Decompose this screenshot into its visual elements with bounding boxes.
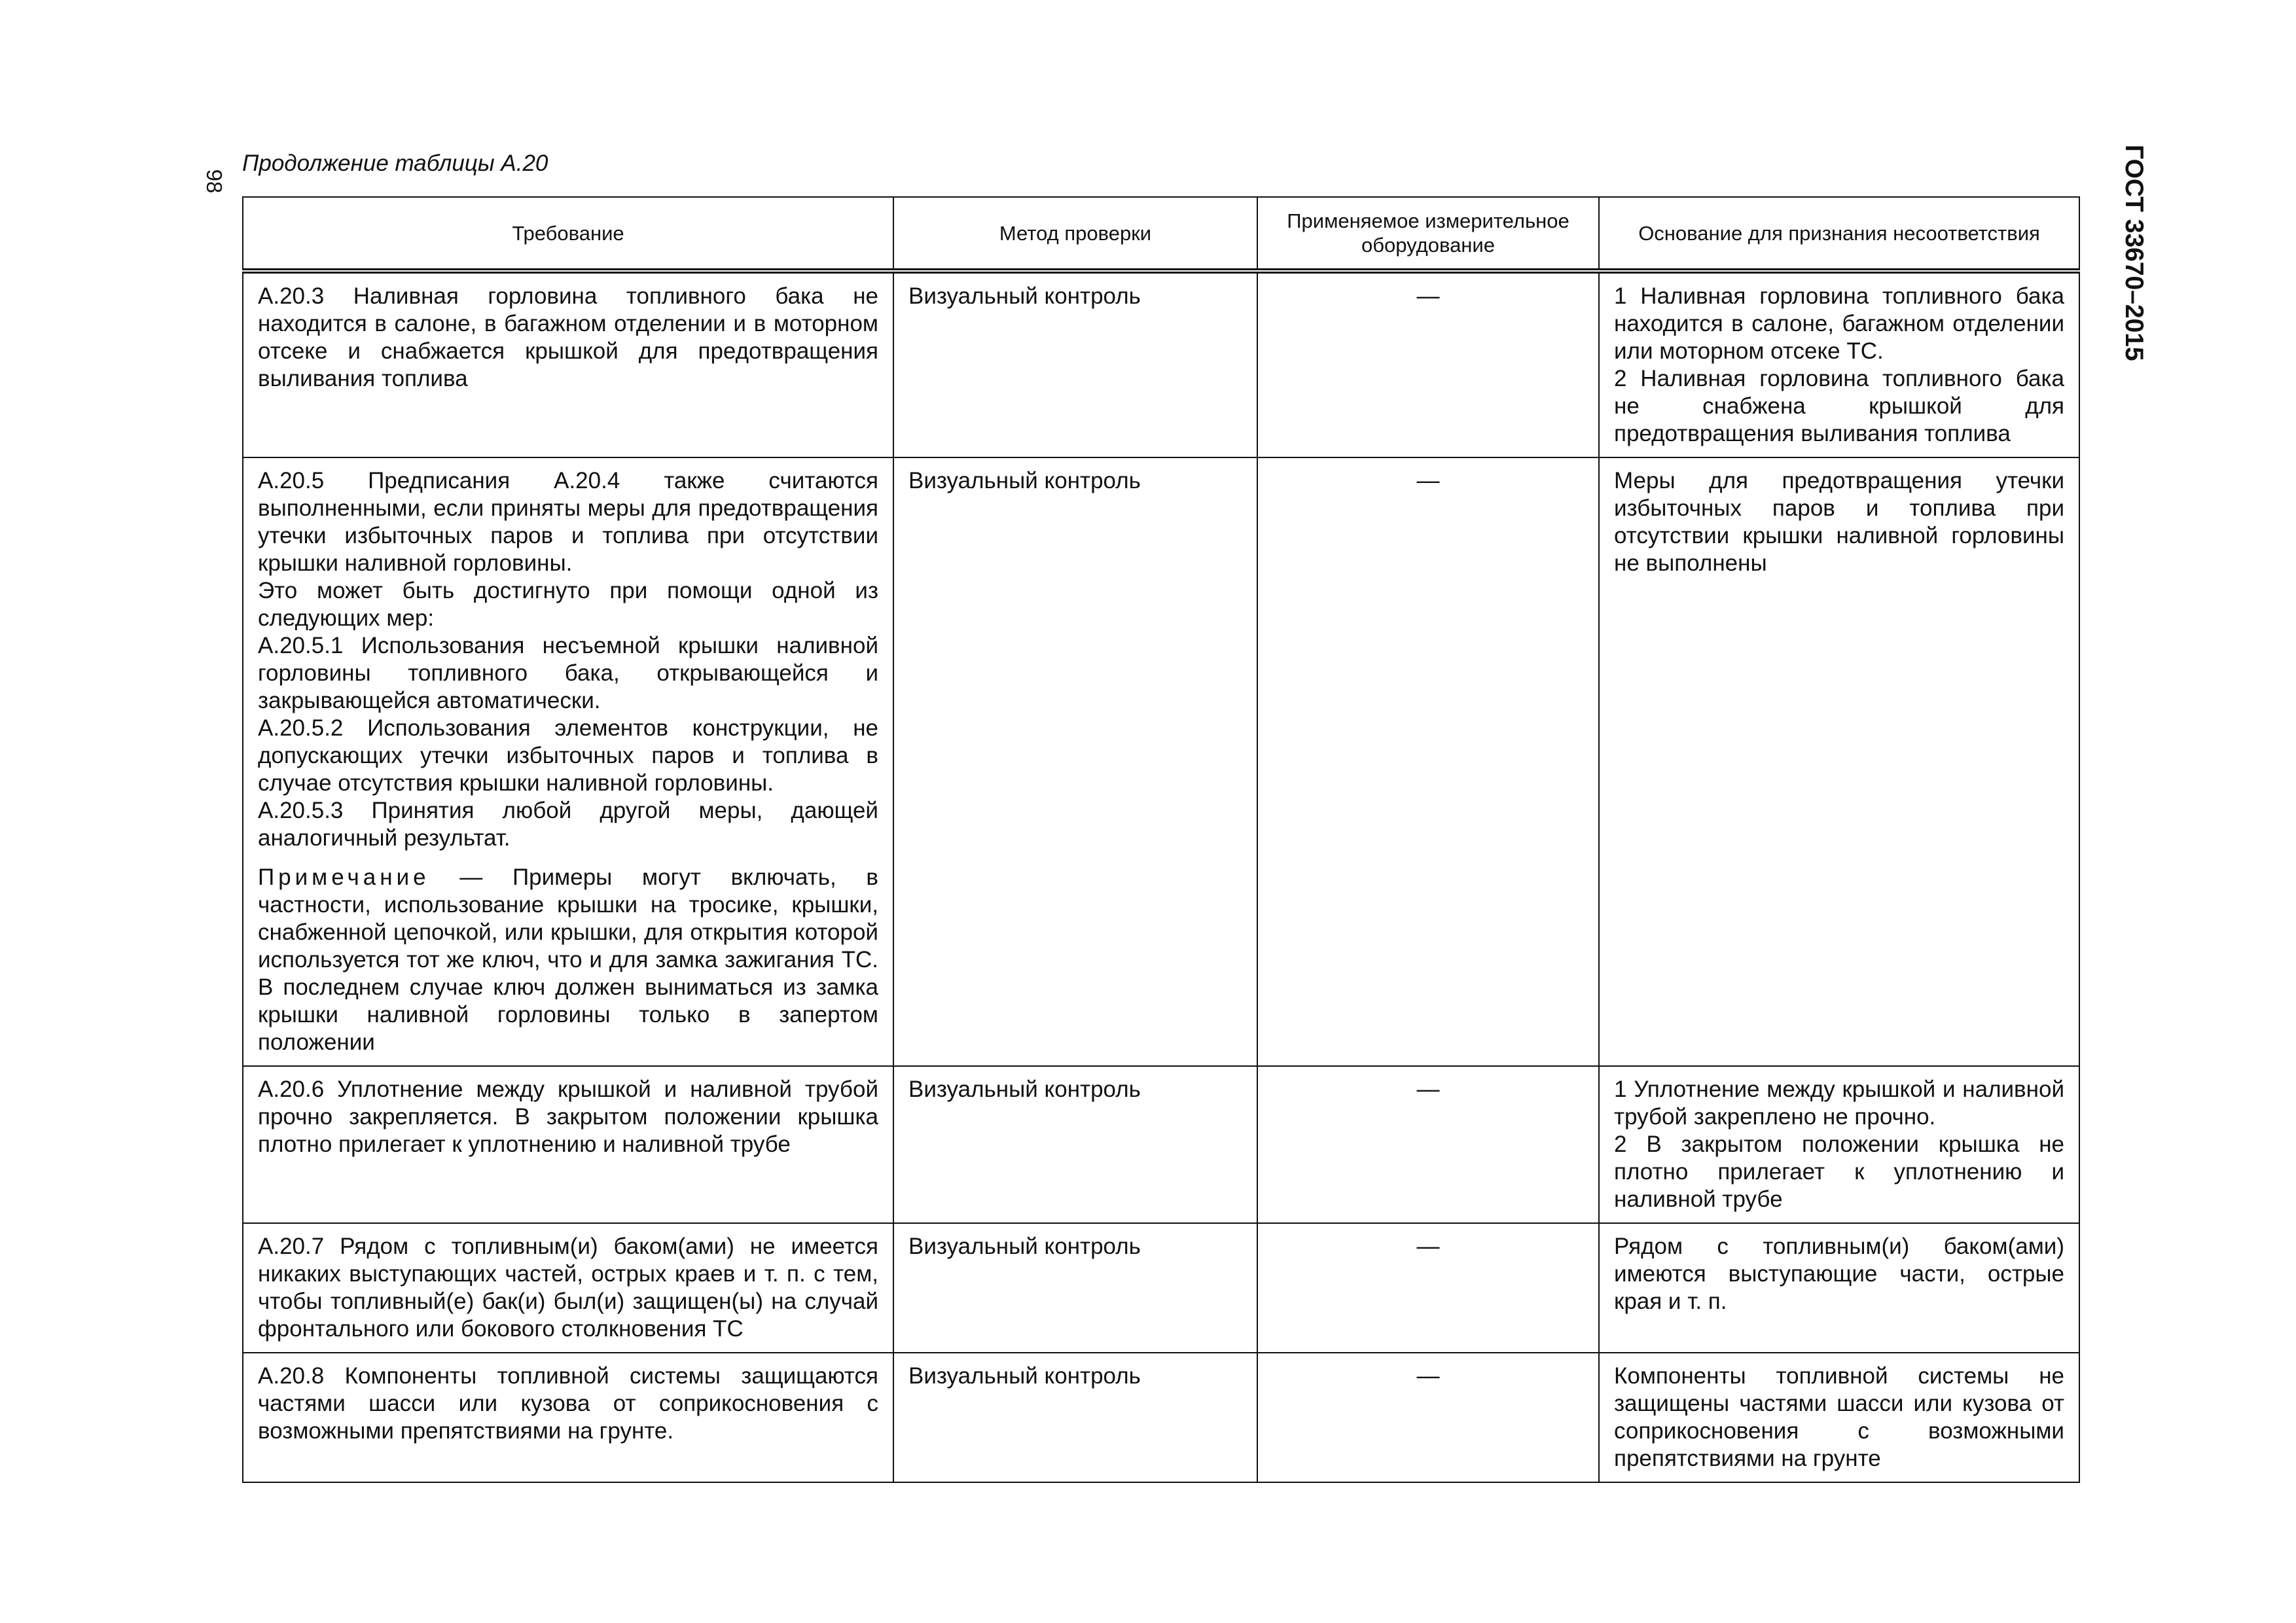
note-text: — Примеры могут включать, в частности, использование крышки на тросике, крышки, снабженной цепочкой, или крышки, для открытия которой используется тот же ключ, что и для замка зажигания ТС. В последнем случае ключ должен выниматься из замка крышки наливной горловины только в запертом положении [258,865,878,1055]
requirement-cell [243,457,893,1066]
method-cell: Визуальный контроль [893,271,1257,457]
requirement-text: А.20.3 Наливная горловина топливного бака не находится в салоне, в багажном отделении и в моторном отсеке и снабжается крышкой для предотвращения выливания топлива [258,283,878,391]
basis-text: 1 Уплотнение между крышкой и наливной трубой закреплено не прочно. [1614,1077,2064,1130]
table-row [243,457,2079,1066]
equipment-cell: — [1257,1353,1599,1482]
requirement-text: А.20.8 Компоненты топливной системы защищаются частями шасси или кузова от соприкосновения с возможными препятствиями на грунте. [258,1363,878,1444]
page-number: 98 [202,169,226,194]
method-cell: Визуальный контроль [893,1223,1257,1353]
requirement-text: А.20.5.3 Принятия любой другой меры, дающей аналогичный результат. [258,798,878,851]
method-cell: Визуальный контроль [893,457,1257,1066]
table-caption: Продолжение таблицы А.20 [242,151,548,176]
requirement-cell [243,1066,893,1223]
requirement-text: А.20.5.2 Использования элементов конструкции, не допускающих утечки избыточных паров и топлива в случае отсутствия крышки наливной горловины. [258,715,878,796]
method-cell: Визуальный контроль [893,1353,1257,1482]
basis-cell [1599,1223,2079,1353]
basis-cell [1599,1066,2079,1223]
requirement-text: А.20.5 Предписания А.20.4 также считаются выполненными, если приняты меры для предотвращения утечки избыточных паров и топлива при отсутствии крышки наливной горловины. [258,468,878,576]
requirement-text: Это может быть достигнуто при помощи одной из следующих мер: [258,578,878,631]
basis-text: Рядом с топливным(и) баком(ами) имеются выступающие части, острые края и т. п. [1614,1234,2064,1314]
table-row [243,1223,2079,1353]
table-row [243,1066,2079,1223]
table-row [243,1353,2079,1482]
equipment-cell: — [1257,1223,1599,1353]
basis-text: Меры для предотвращения утечки избыточных паров и топлива при отсутствии крышки наливной горловины не выполнены [1614,468,2064,576]
header-requirement: Требование [243,197,893,271]
header-basis: Основание для признания несоответствия [1599,197,2079,271]
basis-cell [1599,457,2079,1066]
requirement-cell [243,1353,893,1482]
equipment-cell: — [1257,457,1599,1066]
basis-text: 2 Наливная горловина топливного бака не снабжена крышкой для предотвращения выливания топлива [1614,366,2064,446]
requirement-cell [243,1223,893,1353]
standard-code: ГОСТ 33670–2015 [2120,145,2148,361]
basis-text: 2 В закрытом положении крышка не плотно прилегает к уплотнению и наливной трубе [1614,1132,2064,1212]
basis-text: Компоненты топливной системы не защищены частями шасси или кузова от соприкосновения с возможными препятствиями на грунте [1614,1363,2064,1471]
basis-cell [1599,271,2079,457]
requirement-text: А.20.6 Уплотнение между крышкой и наливной трубой прочно закрепляется. В закрытом положении крышка плотно прилегает к уплотнению и наливной трубе [258,1077,878,1157]
basis-cell [1599,1353,2079,1482]
requirement-text: А.20.7 Рядом с топливным(и) баком(ами) не имеется никаких выступающих частей, острых краев и т. п. с тем, чтобы топливный(е) бак(и) был(и) защищен(ы) на случай фронтального или бокового столкновения ТС [258,1234,878,1342]
method-cell: Визуальный контроль [893,1066,1257,1223]
requirement-note [258,864,878,1056]
header-equipment: Применяемое измерительное оборудование [1257,197,1599,271]
note-label: Примечание [258,865,430,890]
table-header-row [243,197,2079,271]
header-method: Метод проверки [893,197,1257,271]
equipment-cell: — [1257,271,1599,457]
basis-text: 1 Наливная горловина топливного бака находится в салоне, багажном отделении или моторном отсеке ТС. [1614,283,2064,364]
requirement-cell [243,271,893,457]
requirements-table [242,196,2080,1483]
equipment-cell: — [1257,1066,1599,1223]
requirement-text: А.20.5.1 Использования несъемной крышки наливной горловины топливного бака, открывающейся и закрывающейся автоматически. [258,633,878,713]
table-row [243,271,2079,457]
